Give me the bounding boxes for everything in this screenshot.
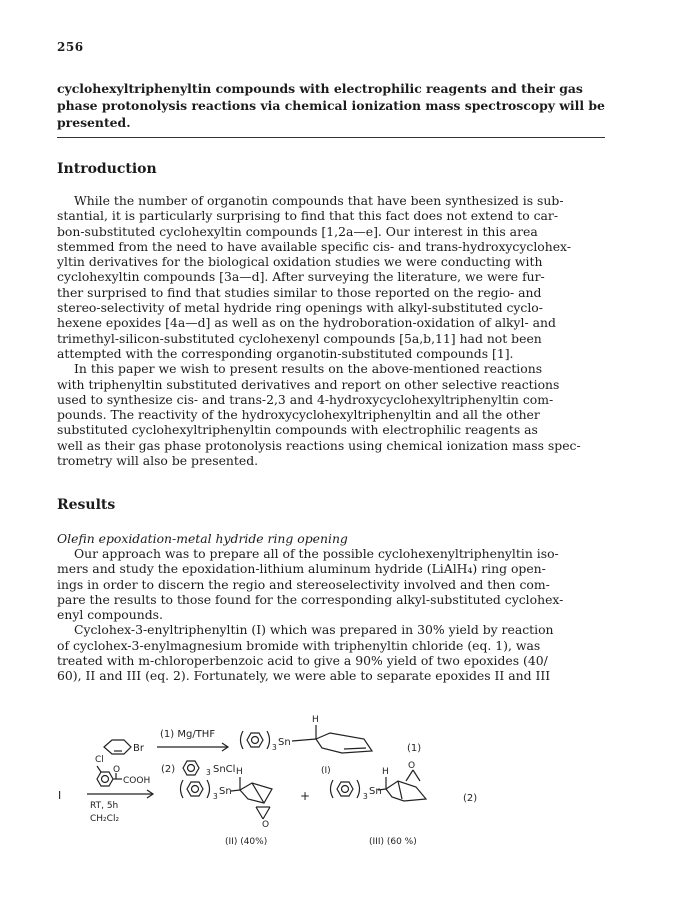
- abstract-line: presented.: [57, 115, 131, 130]
- body-line: pare the results to those found for the corresponding alkyl-substituted cyclohex-: [57, 591, 564, 607]
- body-line: of cyclohex-3-enylmagnesium bromide with triphenyltin chloride (eq. 1), was: [57, 637, 541, 653]
- plus-sign: +: [300, 789, 311, 803]
- page-number: 256: [57, 40, 84, 54]
- results-subheading: Olefin epoxidation-metal hydride ring opening: [57, 531, 348, 546]
- body-line: ther surprised to find that studies similar to those reported on the regio- and: [57, 284, 542, 300]
- body-line: trometry will also be presented.: [57, 453, 259, 469]
- body-line: substituted cyclohexyltriphenyltin compounds with electrophilic reagents as: [57, 422, 538, 438]
- body-line: used to synthesize cis- and trans-2,3 and 4-hydroxycyclohexyltriphenyltin com-: [57, 391, 554, 407]
- eq2-product-a-hydrogen: H: [236, 767, 243, 777]
- introduction-body: [57, 193, 617, 468]
- body-line: In this paper we wish to present results on the above-mentioned reactions: [74, 361, 543, 377]
- body-line: with triphenyltin substituted derivatives and report on other selective reactions: [57, 376, 560, 392]
- equation-number-2: (2): [463, 793, 478, 804]
- compound-label-III: (III) (60 %): [369, 837, 417, 847]
- body-line: well as their gas phase protonolysis reactions using chemical ionization mass spec-: [57, 437, 581, 453]
- abstract-line: cyclohexyltriphenyltin compounds with electrophilic reagents and their gas: [57, 81, 583, 96]
- eq2-conditions-time: RT, 5h: [90, 801, 119, 811]
- body-line: mers and study the epoxidation-lithium aluminum hydride (LiAlH₄) ring open-: [57, 561, 546, 577]
- body-line: bon-substituted cyclohexyltin compounds [1,2a—e]. Our interest in this area: [57, 223, 538, 239]
- phenyl-ring-icon: [337, 782, 353, 796]
- eq2-product-a-tin: Sn: [219, 786, 232, 797]
- body-line: ings in order to discern the regio and stereoselectivity involved and then com-: [57, 576, 550, 592]
- eq2-starting-material: I: [58, 789, 62, 802]
- eq2-product-b-tin: Sn: [369, 786, 382, 797]
- body-line: hexene epoxides [4a—d] as well as on the hydroboration-oxidation of alkyl- and: [57, 315, 556, 331]
- abstract-tail: [57, 80, 612, 131]
- eq2-peracid-label: COOH: [123, 776, 151, 786]
- phenyl-ring-icon: [187, 782, 203, 796]
- sn-carbon-bond: [292, 739, 316, 741]
- epoxide-ring-icon: [386, 781, 426, 801]
- eq2-carbonyl-oxygen: O: [113, 765, 121, 775]
- introduction-heading: Introduction: [57, 161, 157, 177]
- eq2-product-b-oxygen: O: [408, 761, 416, 771]
- results-heading: Results: [57, 497, 116, 513]
- eq1-reagent-step2-suffix: SnCl: [213, 764, 236, 775]
- eq2-conditions-solvent: CH₂Cl₂: [90, 814, 120, 824]
- eq2-product-a-subscript: 3: [213, 792, 218, 801]
- eq2-product-b-hydrogen: H: [382, 767, 389, 777]
- body-line: 60), II and III (eq. 2). Fortunately, we were able to separate epoxides II and III: [57, 668, 551, 684]
- eq2-product-a-oxygen: O: [262, 820, 270, 830]
- equation-number-1: (1): [407, 743, 422, 754]
- eq1-reagent-step2-prefix: (2): [161, 764, 176, 775]
- body-line: cyclohexyltin compounds [3a—d]. After surveying the literature, we were fur-: [57, 269, 545, 285]
- body-line: yltin derivatives for the biological oxidation studies we were conducting with: [57, 254, 543, 270]
- body-line: Our approach was to prepare all of the possible cyclohexenyltriphenyltin iso-: [74, 546, 559, 561]
- abstract-line: phase protonolysis reactions via chemical ionization mass spectroscopy will be: [57, 98, 605, 113]
- eq1-reagent-step1: (1) Mg/THF: [160, 729, 216, 740]
- eq1-product-subscript: 3: [272, 743, 277, 752]
- body-line: Cyclohex-3-enyltriphenyltin (I) which was prepared in 30% yield by reaction: [74, 622, 554, 638]
- body-line: attempted with the corresponding organotin-substituted compounds [1].: [57, 345, 514, 361]
- phenyl-ring-icon: [183, 761, 199, 775]
- eq1-reagent-subscript: 3: [206, 768, 211, 777]
- body-line: treated with m-chloroperbenzoic acid to give a 90% yield of two epoxides (40/: [57, 653, 548, 669]
- body-line: trimethyl-silicon-substituted cyclohexenyl compounds [5a,b,11] had not been: [57, 330, 542, 346]
- eq1-product-hydrogen: H: [312, 715, 319, 725]
- cyclohexene-ring-icon: [316, 733, 372, 753]
- epoxide-ring-icon: [240, 783, 272, 803]
- body-line: enyl compounds.: [57, 607, 163, 623]
- reaction-scheme: [0, 695, 680, 870]
- benzene-ring-icon: [97, 772, 113, 786]
- eq2-chloro-label: Cl: [95, 755, 104, 765]
- body-line: stantial, it is particularly surprising to find that this fact does not extend to car-: [57, 208, 559, 224]
- bromine-label: Br: [133, 743, 144, 754]
- body-line: pounds. The reactivity of the hydroxycyclohexyltriphenyltin and all the other: [57, 407, 540, 423]
- compound-label-II: (II) (40%): [225, 837, 268, 847]
- body-line: While the number of organotin compounds that have been synthesized is sub-: [74, 193, 564, 208]
- compound-label-I: (I): [321, 766, 331, 776]
- results-body: [57, 546, 617, 684]
- eq2-product-b-subscript: 3: [363, 792, 368, 801]
- cyclohexenyl-ring-icon: [104, 740, 131, 754]
- section-divider: [57, 137, 605, 138]
- phenyl-ring-icon: [247, 733, 263, 747]
- body-line: stemmed from the need to have available specific cis- and trans-hydroxycyclohex-: [57, 238, 572, 254]
- eq1-product-tin: Sn: [278, 737, 291, 748]
- body-line: stereo-selectivity of metal hydride ring openings with alkyl-substituted cyclo-: [57, 300, 543, 316]
